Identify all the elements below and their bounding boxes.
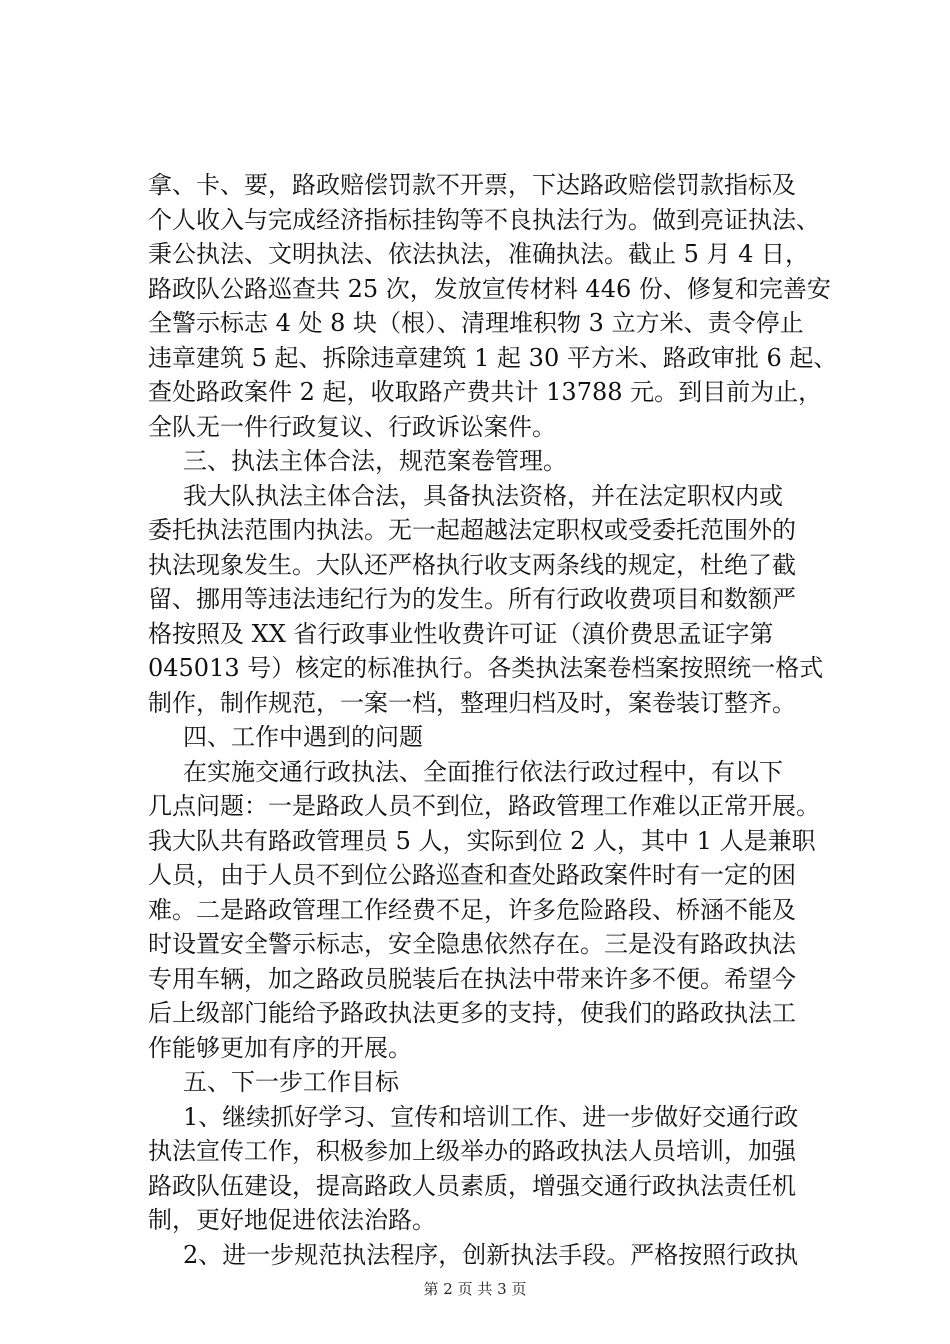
- text-line: 制，更好地促进依法治路。: [148, 1206, 436, 1234]
- text-line: 作能够更加有序的开展。: [148, 1033, 412, 1062]
- text-line: 专用车辆，加之路政员脱装后在执法中带来许多不便。希望今: [148, 964, 796, 993]
- text-line: 1、继续抓好学习、宣传和培训工作、进一步做好交通行政: [183, 1102, 799, 1131]
- text-line: 留、挪用等违法违纪行为的发生。所有行政收费项目和数额严: [148, 585, 796, 613]
- text-line: 路政队伍建设，提高路政人员素质，增强交通行政执法责任机: [148, 1171, 796, 1200]
- text-line: 我大队共有路政管理员 5 人，实际到位 2 人，其中 1 人是兼职: [148, 826, 816, 855]
- text-line: 全警示标志 4 处 8 块（根）、清理堆积物 3 立方米、责令停止: [148, 309, 804, 337]
- text-line: 后上级部门能给予路政执法更多的支持，使我们的路政执法工: [148, 999, 796, 1027]
- text-line: 全队无一件行政复议、行政诉讼案件。: [148, 412, 556, 441]
- text-line: 拿、卡、要，路政赔偿罚款不开票，下达路政赔偿罚款指标及: [148, 171, 796, 199]
- text-line: 委托执法范围内执法。无一起超越法定职权或受委托范围外的: [148, 516, 796, 544]
- text-line: 我大队执法主体合法，具备执法资格，并在法定职权内或: [183, 481, 783, 510]
- text-line: 查处路政案件 2 起，收取路产费共计 13788 元。到目前为止，: [148, 378, 823, 406]
- text-line: 时设置安全警示标志，安全隐患依然存在。三是没有路政执法: [148, 930, 796, 958]
- text-line: 执法宣传工作，积极参加上级举办的路政执法人员培训，加强: [148, 1137, 796, 1165]
- text-line: 路政队公路巡查共 25 次，发放宣传材料 446 份、修复和完善安: [148, 274, 831, 303]
- text-line: 违章建筑 5 起、拆除违章建筑 1 起 30 平方米、路政审批 6 起、: [148, 343, 838, 372]
- text-line: 三、执法主体合法，规范案卷管理。: [183, 447, 567, 475]
- text-line: 在实施交通行政执法、全面推行依法行政过程中，有以下: [183, 757, 783, 786]
- text-line: 个人收入与完成经济指标挂钩等不良执法行为。做到亮证执法、: [148, 205, 820, 234]
- page-footer: 第 2 页 共 3 页: [423, 1280, 527, 1298]
- text-line: 四、工作中遇到的问题: [183, 723, 423, 751]
- text-line: 几点问题：一是路政人员不到位，路政管理工作难以正常开展。: [148, 792, 820, 820]
- text-line: 制作，制作规范，一案一档，整理归档及时，案卷装订整齐。: [148, 688, 796, 717]
- document-body: [148, 168, 838, 1272]
- text-line: 2、进一步规范执法程序，创新执法手段。严格按照行政执: [183, 1240, 799, 1269]
- text-line: 格按照及 XX 省行政事业性收费许可证（滇价费思孟证字第: [148, 619, 774, 648]
- text-line: 秉公执法、文明执法、依法执法，准确执法。截止 5 月 4 日，: [148, 240, 810, 268]
- text-line: 难。二是路政管理工作经费不足，许多危险路段、桥涵不能及: [148, 895, 796, 924]
- text-line: 五、下一步工作目标: [183, 1068, 399, 1096]
- text-line: 045013 号）核定的标准执行。各类执法案卷档案按照统一格式: [148, 654, 824, 682]
- text-line: 人员，由于人员不到位公路巡查和查处路政案件时有一定的困: [148, 861, 796, 889]
- text-line: 执法现象发生。大队还严格执行收支两条线的规定，杜绝了截: [148, 550, 796, 579]
